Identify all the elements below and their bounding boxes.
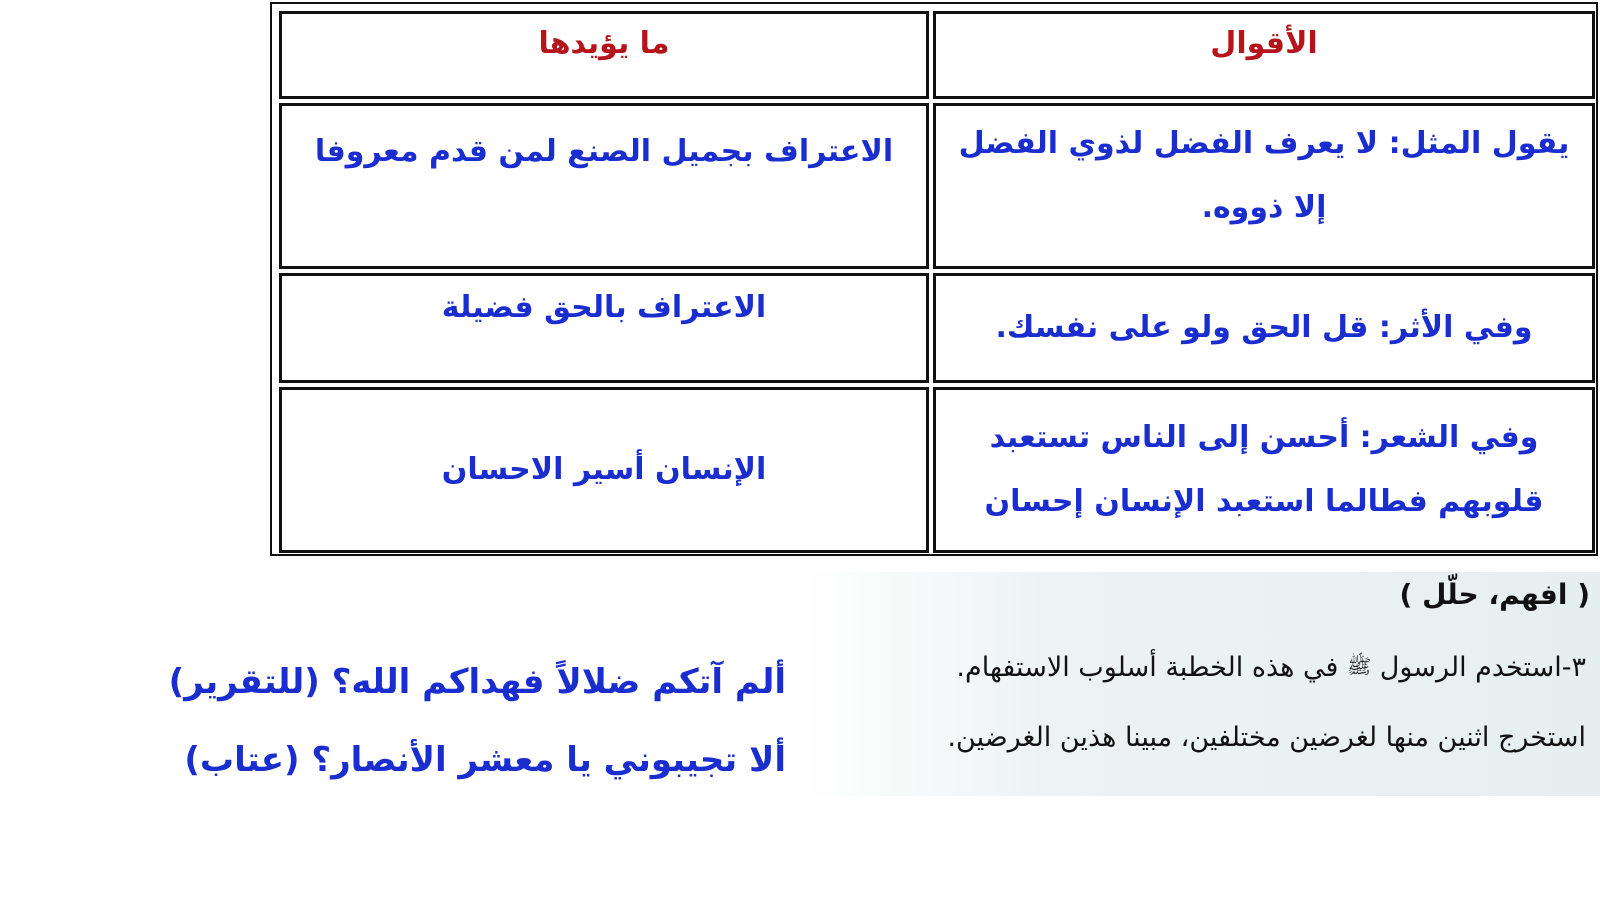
table-row: [279, 273, 1595, 383]
table-header-row: [279, 11, 1595, 99]
pbuh-glyph: ﷺ: [1346, 654, 1372, 678]
question-prompt: ( افهم، حلّل ): [1399, 578, 1590, 611]
question-line-1-start: ٣-استخدم الرسول: [1379, 652, 1586, 683]
saying-cell: [933, 387, 1595, 553]
header-sayings: الأقوال: [933, 11, 1595, 99]
sayings-table: [275, 7, 1599, 557]
support-cell: الاعتراف بالحق فضيلة: [279, 273, 929, 383]
question-line-1: [956, 652, 1586, 683]
answer-1: ألم آتكم ضلالاً فهداكم الله؟ (للتقرير): [168, 662, 786, 702]
question-line-2: استخرج اثنين منها لغرضين مختلفين، مبينا هذين الغرضين.: [947, 722, 1586, 753]
answer-2: ألا تجيبوني يا معشر الأنصار؟ (عتاب): [184, 740, 786, 780]
saying-line: إلا ذووه.: [1201, 190, 1327, 225]
question-line-1-end: في هذه الخطبة أسلوب الاستفهام.: [956, 652, 1339, 683]
saying-line: قلوبهم فطالما استعبد الإنسان إحسان: [984, 484, 1544, 519]
saying-cell: وفي الأثر: قل الحق ولو على نفسك.: [933, 273, 1595, 383]
saying-line: يقول المثل: لا يعرف الفضل لذوي الفضل: [958, 126, 1570, 161]
header-support: ما يؤيدها: [279, 11, 929, 99]
saying-line: وفي الشعر: أحسن إلى الناس تستعبد: [989, 420, 1539, 455]
saying-cell: [933, 103, 1595, 269]
sayings-table-frame: [270, 2, 1598, 556]
support-cell: الاعتراف بجميل الصنع لمن قدم معروفا: [279, 103, 929, 269]
table-row: [279, 103, 1595, 269]
table-row: [279, 387, 1595, 553]
support-cell: الإنسان أسير الاحسان: [279, 387, 929, 553]
